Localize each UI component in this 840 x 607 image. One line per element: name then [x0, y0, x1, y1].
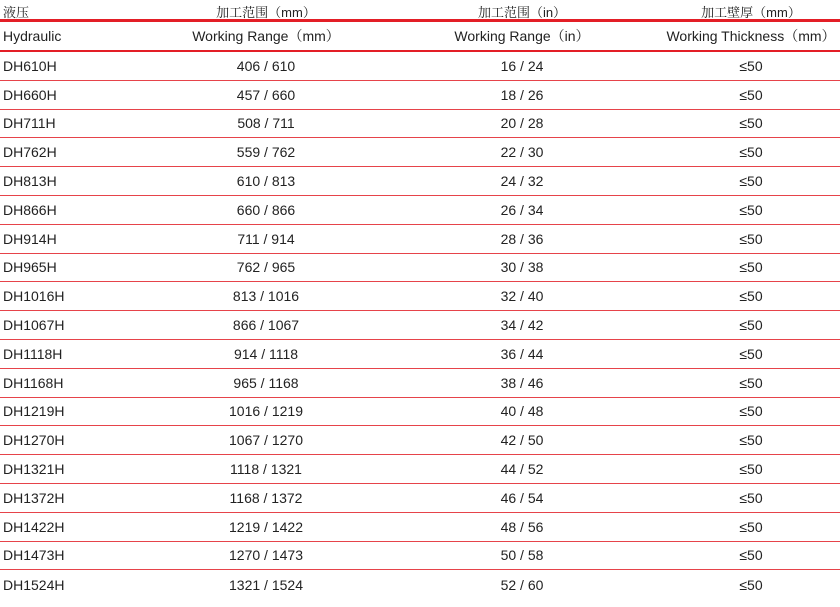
- cell-range-mm: 1067 / 1270: [229, 432, 303, 449]
- cell-thickness: ≤50: [739, 461, 763, 478]
- cell-model: DH1270H: [3, 432, 65, 449]
- cell-model: DH1524H: [3, 576, 65, 593]
- cell-thickness: ≤50: [739, 144, 763, 161]
- cell-range-mm: 1118 / 1321: [230, 461, 302, 478]
- cell-model: DH1422H: [3, 518, 65, 535]
- cell-range-mm: 711 / 914: [237, 230, 295, 247]
- cell-thickness: ≤50: [739, 173, 763, 190]
- cell-model: DH1168H: [3, 374, 64, 391]
- cell-model: DH1118H: [3, 345, 63, 362]
- table-row: [0, 282, 840, 311]
- table-row: [0, 398, 840, 427]
- cell-range-mm: 406 / 610: [236, 57, 296, 74]
- cell-range-mm: 1016 / 1219: [229, 403, 303, 420]
- cell-range-mm: 813 / 1016: [232, 288, 300, 305]
- header-en-thickness: Working Thickness（mm）: [666, 28, 836, 44]
- cell-range-mm: 508 / 711: [237, 115, 295, 132]
- cell-range-mm: 1321 / 1524: [229, 576, 303, 593]
- cell-range-in: 52 / 60: [500, 576, 544, 593]
- cell-range-in: 36 / 44: [500, 345, 544, 362]
- header-en-range-mm: Working Range（mm）: [192, 28, 340, 44]
- table-row: [0, 52, 840, 81]
- cell-model: DH1372H: [3, 489, 65, 506]
- table-header-chinese: [0, 0, 840, 22]
- cell-model: DH610H: [3, 57, 57, 74]
- cell-range-in: 20 / 28: [500, 115, 544, 132]
- header-en-range-in: Working Range（in）: [454, 28, 590, 44]
- cell-model: DH914H: [3, 230, 57, 247]
- cell-thickness: ≤50: [739, 547, 763, 564]
- cell-range-in: 28 / 36: [500, 230, 544, 247]
- cell-thickness: ≤50: [739, 259, 763, 276]
- cell-range-mm: 762 / 965: [236, 259, 296, 276]
- cell-thickness: ≤50: [739, 374, 763, 391]
- cell-range-in: 34 / 42: [500, 317, 544, 334]
- cell-thickness: ≤50: [739, 345, 763, 362]
- table-row: [0, 110, 840, 139]
- cell-range-mm: 1168 / 1372: [229, 489, 303, 506]
- cell-thickness: ≤50: [739, 230, 763, 247]
- cell-thickness: ≤50: [739, 576, 763, 593]
- cell-range-in: 32 / 40: [500, 288, 544, 305]
- table-row: [0, 484, 840, 513]
- table-row: [0, 369, 840, 398]
- cell-model: DH1219H: [3, 403, 65, 420]
- cell-model: DH660H: [3, 86, 57, 103]
- header-zh-hydraulic: 液压: [3, 5, 30, 20]
- cell-model: DH1473H: [3, 547, 65, 564]
- cell-thickness: ≤50: [739, 317, 763, 334]
- cell-range-in: 48 / 56: [500, 518, 544, 535]
- cell-range-in: 30 / 38: [500, 259, 544, 276]
- cell-range-in: 26 / 34: [500, 201, 544, 218]
- cell-model: DH813H: [3, 173, 57, 190]
- table-row: [0, 225, 840, 254]
- table-row: [0, 311, 840, 340]
- table-body: [0, 52, 840, 599]
- cell-range-in: 38 / 46: [500, 374, 544, 391]
- cell-range-in: 46 / 54: [500, 489, 544, 506]
- header-zh-range-mm: 加工范围（mm）: [216, 5, 316, 20]
- cell-range-in: 50 / 58: [500, 547, 544, 564]
- cell-model: DH711H: [3, 115, 56, 132]
- cell-thickness: ≤50: [739, 432, 763, 449]
- cell-thickness: ≤50: [739, 201, 763, 218]
- cell-thickness: ≤50: [739, 57, 763, 74]
- header-en-hydraulic: Hydraulic: [3, 28, 62, 44]
- table-row: [0, 513, 840, 542]
- cell-range-in: 42 / 50: [500, 432, 544, 449]
- cell-range-in: 24 / 32: [500, 173, 544, 190]
- cell-model: DH1067H: [3, 317, 65, 334]
- table-row: [0, 254, 840, 283]
- cell-thickness: ≤50: [739, 518, 763, 535]
- cell-thickness: ≤50: [739, 403, 763, 420]
- cell-range-mm: 457 / 660: [236, 86, 296, 103]
- cell-range-mm: 1219 / 1422: [229, 518, 303, 535]
- table-row: [0, 570, 840, 599]
- header-zh-thickness: 加工壁厚（mm）: [701, 5, 801, 20]
- cell-thickness: ≤50: [739, 288, 763, 305]
- cell-model: DH762H: [3, 144, 57, 161]
- table-row: [0, 81, 840, 110]
- table-row: [0, 455, 840, 484]
- table-row: [0, 426, 840, 455]
- table-row: [0, 196, 840, 225]
- cell-range-mm: 610 / 813: [236, 173, 296, 190]
- cell-range-mm: 1270 / 1473: [229, 547, 303, 564]
- cell-thickness: ≤50: [739, 489, 763, 506]
- cell-range-in: 44 / 52: [500, 461, 544, 478]
- cell-model: DH1321H: [3, 461, 65, 478]
- cell-range-mm: 660 / 866: [236, 201, 296, 218]
- cell-range-mm: 866 / 1067: [232, 317, 300, 334]
- table-row: [0, 167, 840, 196]
- cell-thickness: ≤50: [739, 115, 763, 132]
- cell-model: DH965H: [3, 259, 57, 276]
- cell-range-mm: 965 / 1168: [233, 374, 299, 391]
- table-row: [0, 340, 840, 369]
- cell-model: DH866H: [3, 201, 57, 218]
- table-row: [0, 138, 840, 167]
- cell-range-in: 40 / 48: [500, 403, 544, 420]
- header-zh-range-in: 加工范围（in）: [477, 5, 567, 20]
- table-row: [0, 542, 840, 571]
- cell-range-in: 16 / 24: [500, 57, 544, 74]
- cell-range-in: 22 / 30: [500, 144, 544, 161]
- cell-range-in: 18 / 26: [500, 86, 544, 103]
- cell-thickness: ≤50: [739, 86, 763, 103]
- cell-model: DH1016H: [3, 288, 65, 305]
- table-header-english: [0, 22, 840, 52]
- cell-range-mm: 559 / 762: [236, 144, 296, 161]
- cell-range-mm: 914 / 1118: [233, 345, 299, 362]
